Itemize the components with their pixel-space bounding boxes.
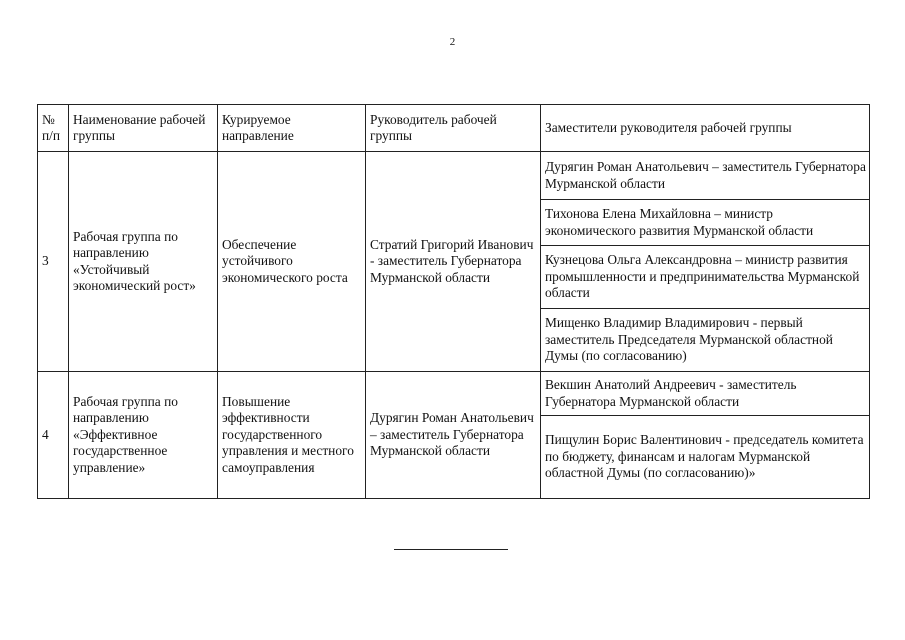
header-direction: Курируемое направление xyxy=(218,105,366,152)
end-divider xyxy=(394,549,508,550)
group-leader: Стратий Григорий Иванович - заместитель Губернатора Мурманской области xyxy=(366,152,541,372)
table-row xyxy=(38,372,870,416)
deputy-cell: Тихонова Елена Михайловна – министр экономического развития Мурманской области xyxy=(541,200,870,246)
group-name: Рабочая группа по направлению «Эффективное государственное управление» xyxy=(69,372,218,499)
header-deputies: Заместители руководителя рабочей группы xyxy=(541,105,870,152)
header-name: Наименование рабочей группы xyxy=(69,105,218,152)
page-number: 2 xyxy=(449,36,456,48)
group-num: 4 xyxy=(38,372,69,499)
header-leader: Руководитель рабочей группы xyxy=(366,105,541,152)
group-name: Рабочая группа по направлению «Устойчивый экономический рост» xyxy=(69,152,218,372)
group-direction: Обеспечение устойчивого экономического роста xyxy=(218,152,366,372)
group-leader: Дурягин Роман Анатольевич – заместитель Губернатора Мурманской области xyxy=(366,372,541,499)
deputy-cell: Дурягин Роман Анатольевич – заместитель Губернатора Мурманской области xyxy=(541,152,870,200)
header-row xyxy=(38,105,870,152)
group-direction: Повышение эффективности государственного управления и местного самоуправления xyxy=(218,372,366,499)
table-row xyxy=(38,152,870,200)
header-num: № п/п xyxy=(38,105,69,152)
deputy-cell: Пищулин Борис Валентинович - председатель комитета по бюджету, финансам и налогам Мурманской областной Думы (по согласованию)» xyxy=(541,416,870,499)
working-groups-table xyxy=(37,104,870,499)
deputy-cell: Кузнецова Ольга Александровна – министр развития промышленности и предпринимательства Мурманской области xyxy=(541,246,870,309)
deputy-cell: Векшин Анатолий Андреевич - заместитель Губернатора Мурманской области xyxy=(541,372,870,416)
deputy-cell: Мищенко Владимир Владимирович - первый заместитель Председателя Мурманской областной Думы (по согласованию) xyxy=(541,309,870,372)
group-num: 3 xyxy=(38,152,69,372)
